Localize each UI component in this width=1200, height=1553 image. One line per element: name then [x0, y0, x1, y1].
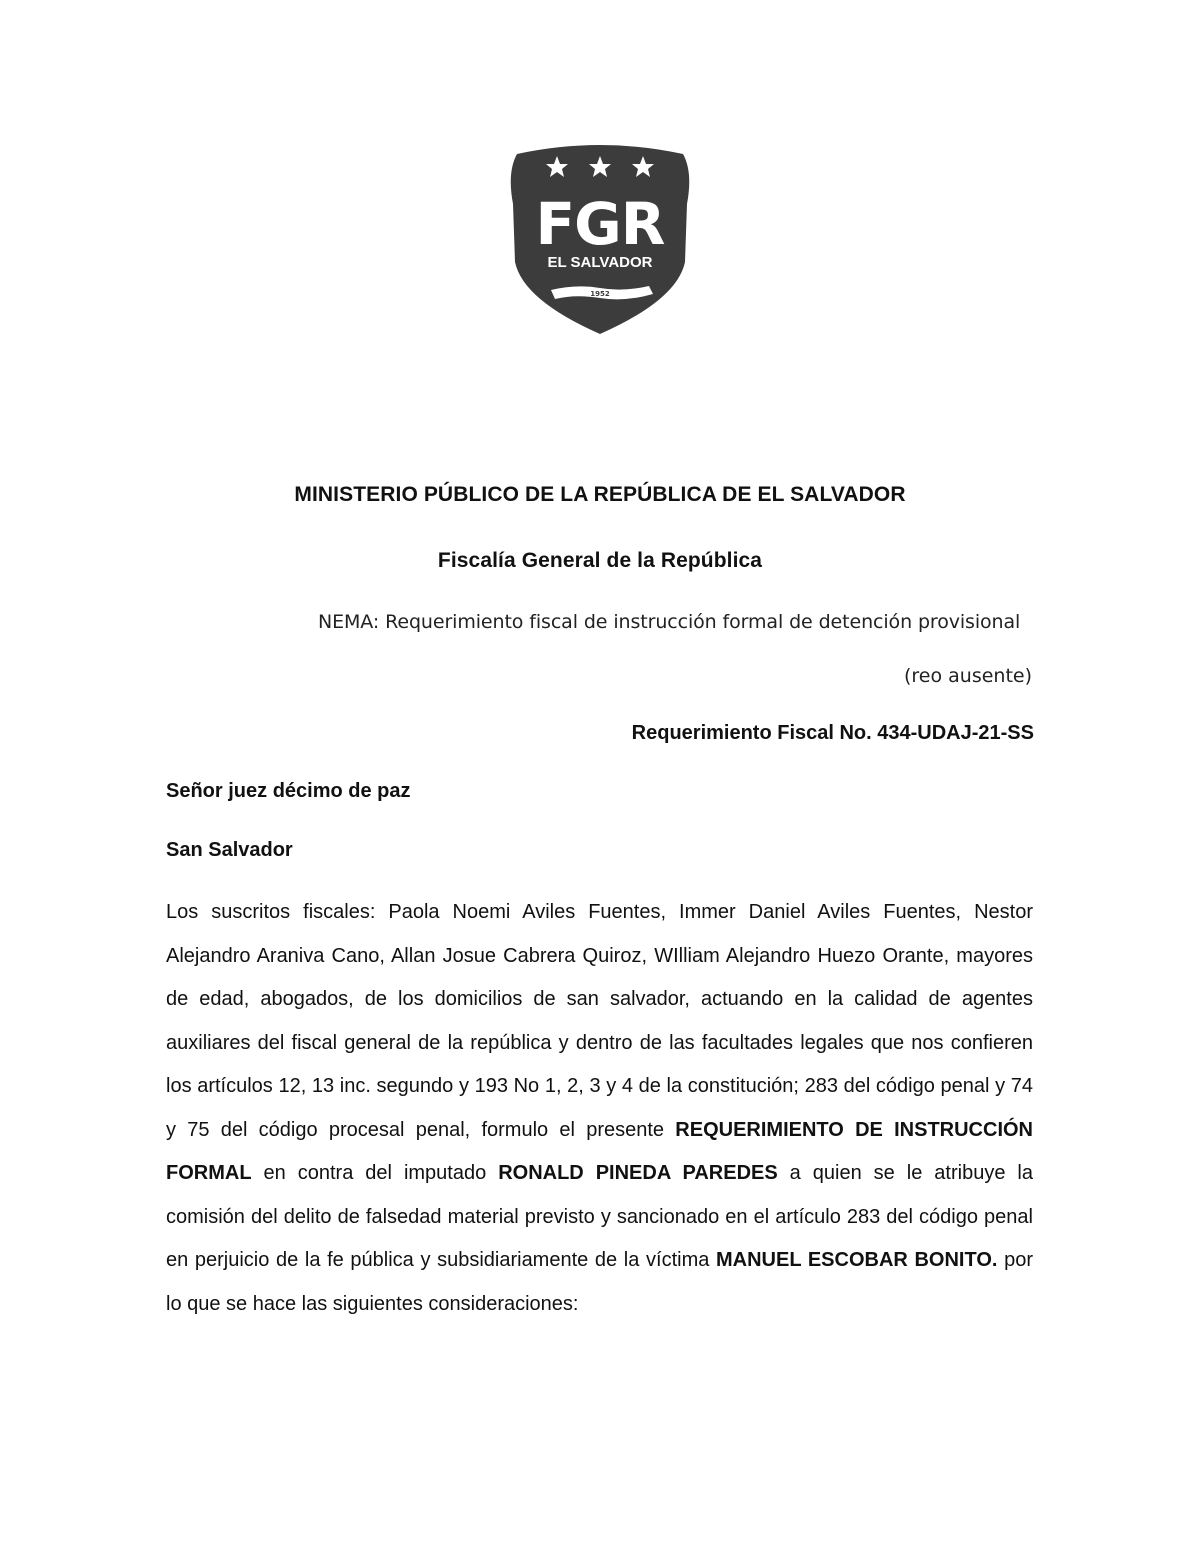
svg-text:FGR: FGR [535, 190, 665, 258]
office-title: Fiscalía General de la República [437, 549, 763, 572]
nema-line: NEMA: Requerimiento fiscal de instrucción formal de detención provisional [318, 611, 1021, 633]
addressee-judge: Señor juez décimo de paz [166, 780, 411, 802]
reference-number: Requerimiento Fiscal No. 434-UDAJ-21-SS [631, 722, 1034, 744]
body-text-4: por lo que se hace las siguientes consideraciones: [166, 1249, 1033, 1315]
nema-status: (reo ausente) [903, 665, 1032, 687]
body-bold-accused: RONALD PINEDA PAREDES [498, 1162, 778, 1184]
body-text-1: Los suscritos fiscales: Paola Noemi Aviles Fuentes, Immer Daniel Aviles Fuentes, Nestor Alejandro Araniva Cano, Allan Josue Cabrera Quiroz, WIlliam Alejandro Huezo Orante, mayores de edad, abogados, de los domicilios de san salvador, actuando en la calidad de agentes auxiliares del fiscal general de la república y dentro de las facultades legales que nos confieren los artículos 12, 13 inc. segundo y 193 No 1, 2, 3 y 4 de la constitución; 283 del código penal y 74 y 75 del código procesal penal, formulo el presente [166, 901, 1033, 1141]
body-bold-victim: MANUEL ESCOBAR BONITO. [716, 1249, 998, 1271]
body-bold-request: REQUERIMIENTO DE INSTRUCCIÓN FORMAL [166, 1118, 1033, 1184]
ministry-title: MINISTERIO PÚBLICO DE LA REPÚBLICA DE EL SALVADOR [294, 483, 906, 506]
addressee-city: San Salvador [166, 839, 293, 861]
fgr-logo [507, 142, 693, 336]
svg-text:EL SALVADOR: EL SALVADOR [547, 254, 653, 271]
body-paragraph [166, 891, 1033, 1326]
svg-text:1952: 1952 [590, 290, 610, 298]
body-text-2: en contra del imputado [251, 1162, 499, 1184]
body-text-3: a quien se le atribuye la comisión del delito de falsedad material previsto y sancionado en el artículo 283 del código penal en perjuicio de la fe pública y subsidiariamente de la víctima [166, 1162, 1033, 1271]
